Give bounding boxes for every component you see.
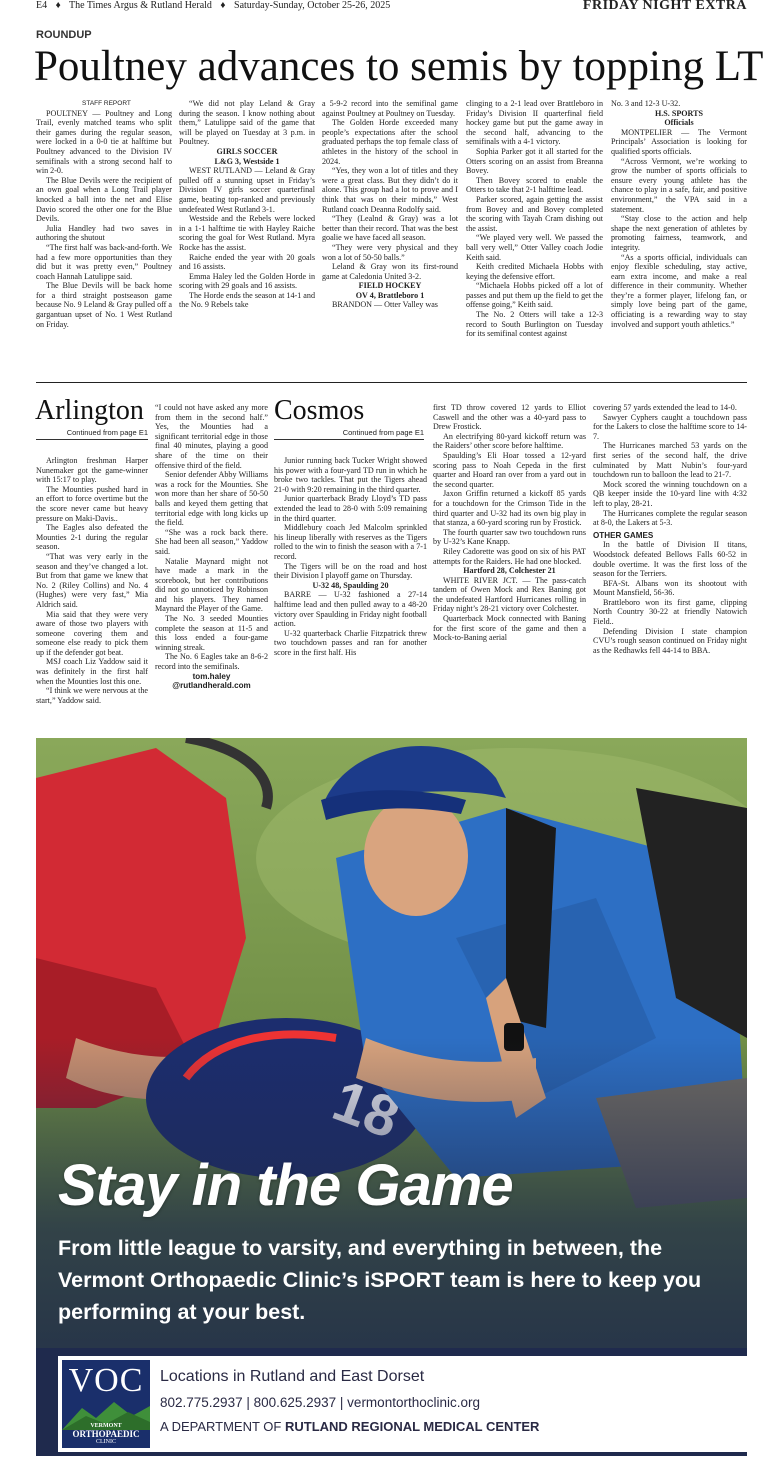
paragraph: The Hurricanes marched 53 yards on the first series of the second half, the drive culminated by Matt Nubin’s four-yard touchdown run to balloon the lead to 21-7.	[593, 441, 747, 480]
ad-department-name: RUTLAND REGIONAL MEDICAL CENTER	[284, 1419, 540, 1434]
paragraph: “We played very well. We passed the ball very well,” Otter Valley coach Jodie Keith said.	[466, 233, 603, 262]
paragraph: clinging to a 2-1 lead over Brattleboro in Friday’s Division II quarterfinal field hockey game but put the game away in the second half, advancing to the semifinals with a 4-1 victory.	[466, 99, 603, 147]
arlington-continued-line: Continued from page E1	[36, 428, 148, 440]
paragraph: Junior quarterback Brady Lloyd’s TD pass extended the lead to 28-0 with 5:09 remaining in the third quarter.	[274, 494, 427, 523]
paragraph: WEST RUTLAND — Leland & Gray pulled off a stunning upset in Friday’s Division IV girls soccer quarterfinal game, beating top-ranked and previously undefeated West Rutland 3-1.	[179, 166, 315, 214]
paragraph: Junior running back Tucker Wright showed his power with a four-yard TD run in which he broke two tackles. That put the Tigers ahead 21-0 with 9:20 remaining in the third quarter.	[274, 456, 427, 494]
voc-advertisement[interactable]	[36, 738, 747, 1456]
section-divider	[36, 382, 747, 383]
paragraph: The Blue Devils were the recipient of an own goal when a Long Trail player knocked a ball into the net and Elise Davio scored the other one for the Blue Devils.	[36, 175, 172, 224]
folio-separator: ♦	[220, 0, 226, 11]
paragraph: The Tigers will be on the road and host their Division I playoff game on Thursday.	[274, 561, 427, 581]
roundup-column-4	[466, 99, 603, 369]
voc-logo-line3: CLINIC	[96, 1439, 116, 1445]
paragraph: Leland & Gray won its first-round game at Caledonia United 3-2.	[322, 262, 458, 281]
ad-body-text: From little league to varsity, and everything in between, the Vermont Orthopaedic Clinic’s iSPORT team is here to keep you performing at your best.	[58, 1236, 702, 1324]
issue-date: Saturday-Sunday, October 25-26, 2025	[234, 0, 391, 11]
arlington-column-2	[155, 403, 268, 732]
byline: STAFF REPORT	[82, 100, 131, 107]
paragraph: BRANDON — Otter Valley was	[332, 300, 438, 310]
paragraph: Riley Cadorette was good on six of his PAT attempts for the Raiders. He had one blocked.	[433, 546, 586, 566]
paragraph: Sawyer Cyphers caught a touchdown pass for the Lakers to close the halftime score to 14-7.	[593, 412, 747, 441]
paragraph: MONTPELIER — The Vermont Principals’ Association is looking for qualified sports officials.	[611, 127, 747, 156]
page-folio	[36, 0, 747, 14]
paragraph: An electrifying 80-yard kickoff return was the Raiders’ other score before halftime.	[433, 431, 586, 451]
ad-headline: Stay in the Game	[58, 1153, 513, 1218]
paragraph: The No. 6 Eagles take an 8-6-2 record into the semifinals.	[155, 652, 268, 672]
roundup-column-3	[322, 99, 458, 369]
ad-locations: Locations in Rutland and East Dorset	[160, 1368, 425, 1385]
arlington-column-1	[36, 456, 148, 732]
cosmos-column-1	[274, 456, 427, 732]
paragraph: The Horde ends the season at 14-1 and the No. 9 Rebels take	[179, 290, 315, 310]
paragraph: U-32 quarterback Charlie Fitzpatrick threw two touchdown passes and ran for another score in the first half. His	[274, 628, 427, 657]
subhead: U-32 48, Spaulding 20	[312, 580, 389, 590]
paragraph: Jaxon Griffin returned a kickoff 85 yards for a touchdown for the Crimson Tide in the third quarter and U-32 had its own big play in that stanza, a 60-yard scoring run by Frostick.	[433, 489, 586, 528]
paragraph: BARRE — U-32 fashioned a 27-14 halftime lead and then pulled away to a 48-20 victory over Spaulding in Friday night football action.	[274, 590, 427, 629]
paragraph: The No. 3 seeded Mounties complete the season at 11-5 and this loss ended a four-game winning streak.	[155, 614, 268, 652]
paragraph: Quarterback Mock connected with Baning for the first score of the game and then a Mock-to-Baning aerial	[433, 614, 586, 643]
paragraph: “Across Vermont, we’re working to grow the number of sports officials to ensure every young athlete has the chance to play in a safe, fair, and positive environment,” the VPA said in a statement.	[611, 156, 747, 214]
section-name: FRIDAY NIGHT EXTRA	[582, 0, 747, 13]
paragraph: The Mounties pushed hard in an effort to force overtime but the the score never came but heavy pressure on Maki-Davis..	[36, 484, 148, 523]
author-credit: tom.haley	[192, 671, 231, 681]
paragraph: “She was a rock back there. She had been all season,” Yaddow said.	[155, 527, 268, 556]
cosmos-column-3	[593, 403, 747, 732]
ad-department	[160, 1419, 539, 1434]
roundup-column-1	[36, 99, 172, 369]
paragraph: The No. 2 Otters will take a 12-3 record to South Burlington on Tuesday for its semifinal contest against	[466, 310, 603, 339]
paragraph: Brattleboro won its first game, clipping North Country 30-22 at friendly Natowich Field..	[593, 597, 747, 627]
paragraph: The Blue Devils will be back home for a third straight postseason game because No. 9 Leland & Gray pulled off a gargantuan upset of No. 1 West Rutland on Friday.	[36, 281, 172, 329]
headline: Poultney advances to semis by topping LT	[34, 43, 764, 90]
paragraph: Senior defender Abby Williams was a rock for the Mounties. She won more than her share of 50-50 balls and keyed them getting that territorial edge with long kicks up the field.	[155, 470, 268, 528]
cosmos-column-2	[433, 403, 586, 732]
subhead: L&G 3, Westside 1	[214, 156, 280, 166]
paragraph: POULTNEY — Poultney and Long Trail, evenly matched teams who split their games during the regular season, were locked in a 0-0 tie at halftime but Poultney advanced to the Division IV semifinals with a strong second half to win 2-0.	[36, 108, 172, 176]
paragraph: “Yes, they won a lot of titles and they were a great class. But they didn’t do it alone. This group had a lot to prove and I think that was on their minds,” West Rutland coach Deanna Rodolfy said.	[322, 166, 458, 214]
paragraph: No. 3 and 12-3 U-32.	[611, 99, 681, 108]
paragraph: “I think we were nervous at the start,” Yaddow said.	[36, 686, 148, 705]
subhead: H.S. SPORTS	[654, 108, 704, 118]
roundup-column-5	[611, 99, 747, 369]
voc-logo-letters: VOC	[68, 1362, 144, 1399]
paragraph: “As a sports official, individuals can enjoy flexible scheduling, stay active, earn extra income, and make a real difference in their community. Whether they’re a former player, lifelong fan, or simply love being part of the game, officiating is a rewarding way to stay involved and support youth athletics.”	[611, 252, 747, 329]
section-label: ROUNDUP	[36, 29, 92, 41]
paragraph: WHITE RIVER JCT. — The pass-catch tandem of Owen Mock and Rex Baning got the undefeated Hartford Hurricanes rolling in Friday night’s 28-21 victory over Colchester.	[433, 575, 586, 614]
paragraph: Natalie Maynard might not have made a mark in the scorebook, but her contributions did not go unnoticed by Robinson and his players. They named Maynard the Player of the Game.	[155, 556, 268, 614]
paragraph: “We did not play Leland & Gray during the season. I know nothing about them,” Latulippe said of the game that will be played on Tuesday at 3 p.m. in Poultney.	[179, 99, 315, 147]
paragraph: Spaulding’s Eli Hoar tossed a 12-yard scoring pass to Noah Cepeda in the first quarter and Hoard ran over from a yard out in the second quarter.	[433, 450, 586, 489]
paragraph: “They were very physical and they won a lot of 50-50 balls.”	[322, 242, 458, 262]
paragraph: BFA-St. Albans won its shootout with Mount Mansfield, 56-36.	[593, 578, 747, 598]
paragraph: Parker scored, again getting the assist from Bovey and and Bovey completed the scoring with Tayah Cram dishing out the assist.	[466, 194, 603, 233]
paragraph: Westside and the Rebels were locked in a 1-1 halftime tie with Hayley Raiche scoring the goal for West Rutland. Myra Rocke has the assist.	[179, 214, 315, 252]
roundup-column-2	[179, 99, 315, 369]
paragraph: In the battle of Division II titans, Woodstock defeated Bellows Falls 60-52 in double overtime. It was the first loss of the season for the Terriers.	[593, 540, 747, 579]
paragraph: “That was very early in the season and they’ve changed a lot. But from that game we knew that No. 2 (Riley Collins) and No. 4 (Hughes) were very fast,” Mia Aldrich said.	[36, 551, 148, 609]
paragraph: The Golden Horde exceeded many people’s expectations after the school graduated perhaps the top female class of athletes in the history of the school in 2024.	[322, 118, 458, 166]
paragraph: “Michaela Hobbs picked off a lot of passes and put them up the field to get the offense going,” Keith said.	[466, 281, 603, 310]
paragraph: Julia Handley had two saves in authoring the shutout	[36, 223, 172, 243]
subhead: Officials	[664, 118, 694, 128]
paragraph: Defending Division I state champion CVU’s rough season continued on Friday night as the Redhawks fell 44-14 to BBA.	[593, 626, 747, 655]
subhead: GIRLS SOCCER	[216, 146, 278, 156]
cosmos-continued-line: Continued from page E1	[274, 428, 424, 440]
trainer-face	[364, 796, 468, 916]
subhead: FIELD HOCKEY	[358, 281, 422, 291]
ad-footer-band	[36, 1348, 747, 1456]
paragraph: Keith credited Michaela Hobbs with keying the defensive effort.	[466, 262, 603, 281]
author-credit: @rutlandherald.com	[172, 681, 251, 691]
paragraph: a 5-9-2 record into the semifinal game against Poultney at Poultney on Tuesday.	[322, 99, 458, 118]
paragraph: The Eagles also defeated the Mounties 2-1 during the regular season.	[36, 523, 148, 552]
paragraph: Sophia Parker got it all started for the Otters scoring on an assist from Breanna Bovey.	[466, 146, 603, 176]
paragraph: covering 57 yards extended the lead to 14-0.	[593, 403, 737, 412]
folio-separator: ♦	[55, 0, 61, 11]
cosmos-jump-head: Cosmos	[274, 395, 365, 426]
paragraph: Mia said that they were very aware of those two players with someone covering them and someone else ready to pick them up if the defender got beat.	[36, 609, 148, 657]
paragraph: Then Bovey scored to enable the Otters to take that 2-1 halftime lead.	[466, 175, 603, 195]
voc-logo	[62, 1360, 150, 1448]
voc-logo-line1: VERMONT	[90, 1423, 122, 1429]
paragraph: “I could not have asked any more from them in the second half.” Yes, the Mounties had a significant territorial edge in those final 40 minutes, playing a good share of the time on their offensive third of the field.	[155, 403, 268, 470]
paragraph: The fourth quarter saw two touchdown runs by U-32’s Kane Knapp.	[433, 527, 586, 547]
ad-phone-and-website[interactable]: 802.775.2937 | 800.625.2937 | vermontorthoclinic.org	[160, 1395, 480, 1410]
arlington-jump-head: Arlington	[35, 395, 144, 426]
paragraph: Middlebury coach Jed Malcolm sprinkled his lineup liberally with reserves as the Tigers rolled to the win to finish the season with a 7-1 record.	[274, 523, 427, 561]
paragraph: “They (Lealnd & Gray) was a lot better than their record. That was the best goalie we have faced all season.	[322, 214, 458, 243]
page-number: E4	[36, 0, 48, 11]
newspaper-name: The Times Argus & Rutland Herald	[69, 0, 212, 11]
paragraph: first TD throw covered 12 yards to Elliot Caswell and the other was a 40-yard pass to Drew Frostick.	[433, 403, 586, 432]
ad-contact-card	[58, 1356, 747, 1452]
subhead: OTHER GAMES	[593, 530, 654, 540]
subhead: Hartford 28, Colchester 21	[463, 566, 556, 576]
paragraph: The Hurricanes complete the regular season at 8-0, the Lakers at 5-3.	[593, 508, 747, 528]
paragraph: Mock scored the winning touchdown on a QB keeper inside the 10-yard line with 4:32 left to play, 28-21.	[593, 479, 747, 508]
paragraph: Raiche ended the year with 20 goals and 16 assists.	[179, 252, 315, 272]
paragraph: “Stay close to the action and help shape the next generation of athletes by promoting fairness, teamwork, and integrity.	[611, 214, 747, 252]
paragraph: “The first half was back-and-forth. We had a few more opportunities than they did but it was pretty even,” Poultney coach Hannah Latulippe said.	[36, 242, 172, 281]
paragraph: MSJ coach Liz Yaddow said it was definitely in the first half when the Mounties lost this one.	[36, 657, 148, 686]
paragraph: Emma Haley led the Golden Horde in scoring with 29 goals and 16 assists.	[179, 271, 315, 291]
paragraph: Arlington freshman Harper Nunemaker got the game-winner with 15:17 to play.	[36, 456, 148, 485]
subhead: OV 4, Brattleboro 1	[355, 290, 425, 300]
voc-logo-line2: ORTHOPAEDIC	[72, 1429, 140, 1439]
ad-department-prefix: A DEPARTMENT OF	[160, 1419, 282, 1434]
